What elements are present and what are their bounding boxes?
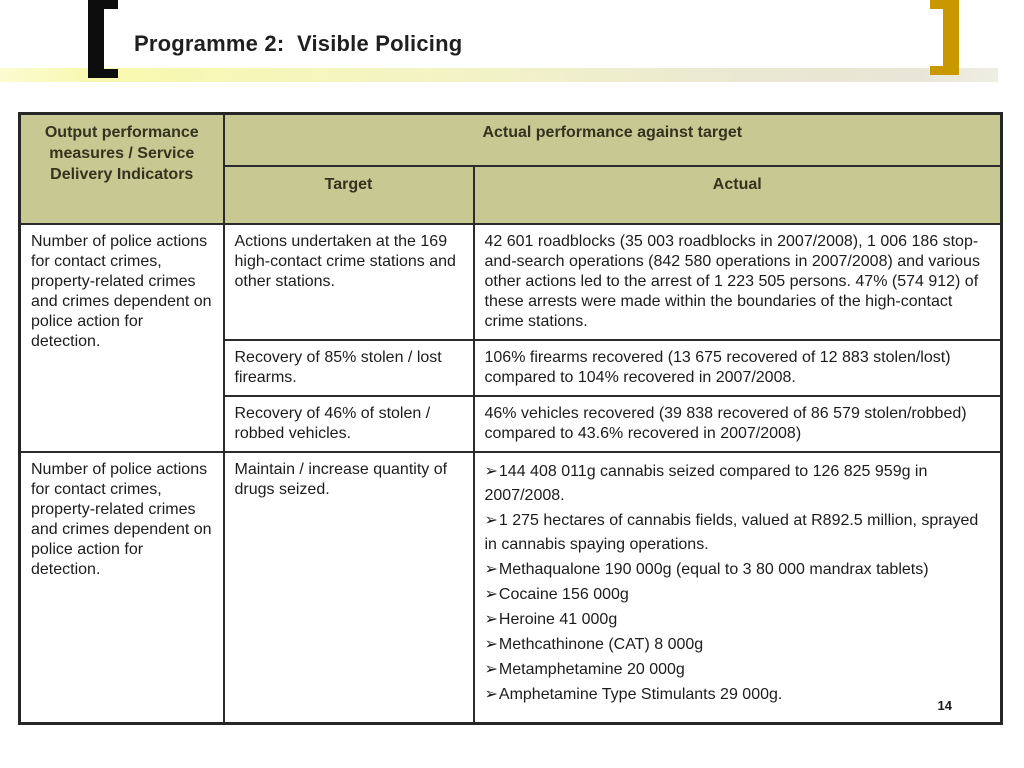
indicator-cell: Number of police actions for contact crimes, property-related crimes and crimes dependent on police action for detection. — [20, 224, 224, 452]
performance-table-container — [18, 112, 1000, 725]
table-row — [20, 224, 1002, 340]
target-cell: Recovery of 85% stolen / lost firearms. — [224, 340, 474, 396]
table-header-row-1 — [20, 114, 1002, 167]
arrow-bullet-icon: ➢ — [484, 661, 498, 678]
list-item — [485, 658, 991, 682]
actual-cell: 106% firearms recovered (13 675 recovered of 12 883 stolen/lost) compared to 104% recovered in 2007/2008. — [474, 340, 1002, 396]
arrow-bullet-icon: ➢ — [484, 512, 498, 529]
indicator-cell: Number of police actions for contact crimes, property-related crimes and crimes dependent on police action for detection. — [20, 452, 224, 723]
actual-cell: 42 601 roadblocks (35 003 roadblocks in 2007/2008), 1 006 186 stop-and-search operations (842 580 operations in 2007/2008) and various other actions led to the arrest of 1 223 505 persons. 47% (574 912) of these arrests were made within the boundaries of the high-contact crime stations. — [474, 224, 1002, 340]
right-bracket-decoration — [930, 0, 959, 75]
bullet-text: Cocaine 156 000g — [498, 586, 629, 603]
bullet-text: Methaqualone 190 000g (equal to 3 80 000 mandrax tablets) — [498, 561, 929, 578]
header-actual: Actual — [474, 166, 1002, 224]
arrow-bullet-icon: ➢ — [484, 561, 498, 578]
bullet-text: Amphetamine Type Stimulants 29 000g. — [498, 686, 783, 703]
bullet-text: Heroine 41 000g — [498, 611, 618, 628]
page-number: 14 — [937, 697, 952, 713]
list-item — [485, 460, 991, 508]
table-row — [20, 452, 1002, 723]
arrow-bullet-icon: ➢ — [484, 611, 498, 628]
list-item — [485, 509, 991, 557]
target-cell: Actions undertaken at the 169 high-contact crime stations and other stations. — [224, 224, 474, 340]
header-actual-vs-target: Actual performance against target — [224, 114, 1002, 167]
arrow-bullet-icon: ➢ — [484, 586, 498, 603]
bullet-text: 1 275 hectares of cannabis fields, valued at R892.5 million, sprayed in cannabis spaying operations. — [484, 512, 979, 553]
arrow-bullet-icon: ➢ — [484, 686, 498, 703]
list-item — [485, 633, 991, 657]
arrow-bullet-icon: ➢ — [484, 463, 498, 480]
title-underline-band — [0, 68, 998, 82]
actual-cell: 46% vehicles recovered (39 838 recovered of 86 579 stolen/robbed) compared to 43.6% recovered in 2007/2008) — [474, 396, 1002, 452]
bullet-text: Methcathinone (CAT) 8 000g — [498, 636, 704, 653]
header-target: Target — [224, 166, 474, 224]
actual-cell — [474, 452, 1002, 723]
list-item — [485, 683, 991, 707]
slide-title: Programme 2: Visible Policing — [134, 31, 463, 56]
list-item — [485, 558, 991, 582]
target-cell: Recovery of 46% of stolen / robbed vehicles. — [224, 396, 474, 452]
list-item — [485, 608, 991, 632]
left-bracket-decoration — [88, 0, 118, 78]
arrow-bullet-icon: ➢ — [484, 636, 498, 653]
bullet-text: 144 408 011g cannabis seized compared to 126 825 959g in 2007/2008. — [484, 463, 928, 504]
header-indicator: Output performance measures / Service Delivery Indicators — [20, 114, 224, 225]
bullet-text: Metamphetamine 20 000g — [498, 661, 685, 678]
list-item — [485, 583, 991, 607]
drug-seizure-bullet-list — [485, 460, 991, 707]
performance-table — [18, 112, 1003, 725]
target-cell: Maintain / increase quantity of drugs seized. — [224, 452, 474, 723]
